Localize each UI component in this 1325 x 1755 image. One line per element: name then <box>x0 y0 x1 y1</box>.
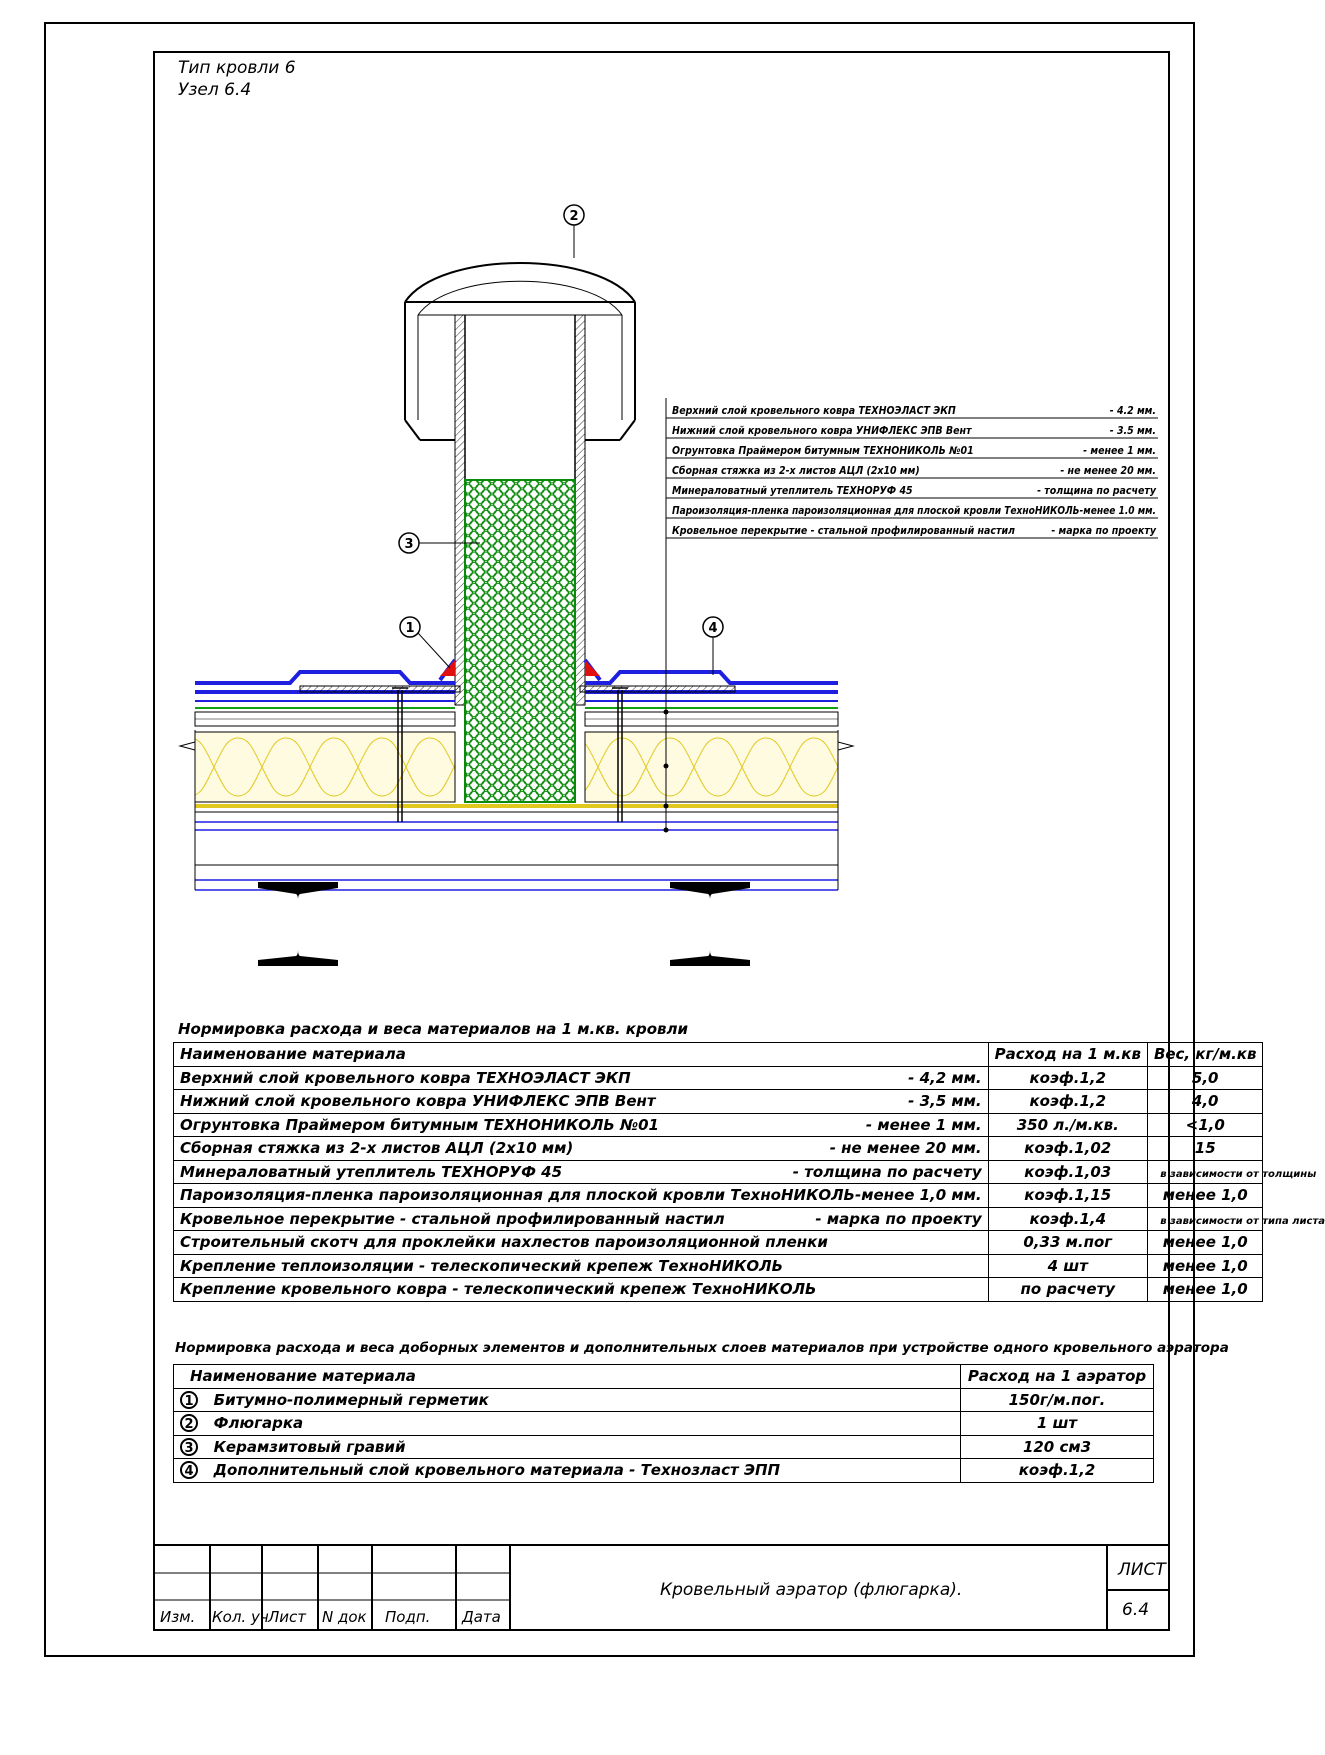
weight: 4,0 <box>1147 1090 1263 1114</box>
rate: по расчету <box>988 1278 1147 1302</box>
table2-title: Нормировка расхода и веса доборных элементов и дополнительных слоев материалов при устройстве одного кровельного аэратора <box>175 1340 1229 1356</box>
stamp-col: Дата <box>462 1608 501 1626</box>
element-name: Битумно-полимерный герметик <box>213 1390 489 1409</box>
material-name: Крепление теплоизоляции - телескопический крепеж ТехноНИКОЛЬ <box>180 1256 784 1275</box>
rate: коэф.1,03 <box>988 1160 1147 1184</box>
header-cell: Расход на 1 м.кв <box>988 1043 1147 1067</box>
material-spec: - толщина по расчету <box>792 1162 982 1181</box>
weight: <1,0 <box>1147 1113 1263 1137</box>
legend-name: Сборная стяжка из 2-х листов АЦЛ (2х10 мм) <box>672 465 920 477</box>
rate: коэф.1,2 <box>961 1459 1154 1483</box>
legend-value: - 4.2 мм. <box>1109 405 1156 417</box>
callout-1: 1 <box>405 621 415 636</box>
legend-value: - не менее 20 мм. <box>1060 465 1156 477</box>
item-number: 3 <box>180 1438 198 1456</box>
material-name: Огрунтовка Праймером битумным ТЕХНОНИКОЛЬ №01 <box>180 1115 659 1134</box>
material-name: Минераловатный утеплитель ТЕХНОРУФ 45 <box>180 1162 563 1181</box>
weight: 15 <box>1147 1137 1263 1161</box>
weight: менее 1,0 <box>1147 1254 1263 1278</box>
element-name: Флюгарка <box>213 1414 304 1433</box>
weight: менее 1,0 <box>1147 1231 1263 1255</box>
rate: коэф.1,2 <box>988 1066 1147 1090</box>
drawing-title: Кровельный аэратор (флюгарка). <box>660 1580 963 1600</box>
sheet-number: 6.4 <box>1122 1600 1150 1620</box>
header-cell: Наименование материала <box>174 1043 989 1067</box>
material-name: Нижний слой кровельного ковра УНИФЛЕКС ЭПВ Вент <box>180 1092 656 1111</box>
rate: 350 л./м.кв. <box>988 1113 1147 1137</box>
rate: коэф.1,15 <box>988 1184 1147 1208</box>
roof-type-label: Тип кровли 6 <box>178 58 296 78</box>
weight: менее 1,0 <box>1147 1184 1263 1208</box>
rate: 1 шт <box>961 1412 1154 1436</box>
legend-value: - марка по проекту <box>1051 525 1156 537</box>
rate: 0,33 м.пог <box>988 1231 1147 1255</box>
callout-3: 3 <box>404 537 414 552</box>
weight: в зависимости от толщины <box>1160 1168 1317 1180</box>
legend-name: Огрунтовка Праймером битумным ТЕХНОНИКОЛЬ №01 <box>672 445 974 457</box>
legend-name: Пароизоляция-пленка пароизоляционная для плоской кровли ТехноНИКОЛЬ-менее 1.0 мм. <box>672 505 1156 517</box>
material-spec: - менее 1 мм. <box>865 1115 982 1134</box>
weight: 5,0 <box>1147 1066 1263 1090</box>
material-spec: - 4,2 мм. <box>908 1068 982 1087</box>
weight: менее 1,0 <box>1147 1278 1263 1302</box>
material-name: Крепление кровельного ковра - телескопический крепеж ТехноНИКОЛЬ <box>180 1280 817 1299</box>
material-name: Строительный скотч для проклейки нахлестов пароизоляционной пленки <box>180 1233 828 1252</box>
legend-name: Верхний слой кровельного ковра ТЕХНОЭЛАСТ ЭКП <box>672 405 956 417</box>
table1-title: Нормировка расхода и веса материалов на 1 м.кв. кровли <box>178 1020 689 1038</box>
legend-value: - толщина по расчету <box>1037 485 1156 497</box>
stamp-col: Кол. уч <box>212 1608 269 1626</box>
item-number: 1 <box>180 1391 198 1409</box>
rate: 120 см3 <box>961 1435 1154 1459</box>
stamp-col: N док <box>322 1608 367 1626</box>
legend-name: Нижний слой кровельного ковра УНИФЛЕКС ЭПВ Вент <box>672 425 972 437</box>
callout-4: 4 <box>708 621 718 636</box>
material-name: Верхний слой кровельного ковра ТЕХНОЭЛАСТ ЭКП <box>180 1068 631 1087</box>
legend-value: - менее 1 мм. <box>1083 445 1156 457</box>
stamp-col: Подп. <box>385 1608 431 1626</box>
callout-2: 2 <box>569 209 579 224</box>
header-cell: Наименование материала <box>174 1365 961 1389</box>
weight: в зависимости от типа листа <box>1160 1215 1325 1227</box>
element-name: Дополнительный слой кровельного материала - Технозласт ЭПП <box>213 1461 781 1480</box>
material-name: Пароизоляция-пленка пароизоляционная для плоской кровли ТехноНИКОЛЬ-менее 1,0 мм. <box>180 1186 982 1205</box>
material-spec: - марка по проекту <box>815 1209 982 1228</box>
header-cell: Расход на 1 аэратор <box>961 1365 1154 1389</box>
element-name: Керамзитовый гравий <box>213 1437 406 1456</box>
stamp-col: Изм. <box>160 1608 196 1626</box>
rate: 4 шт <box>988 1254 1147 1278</box>
rate: коэф.1,2 <box>988 1090 1147 1114</box>
legend-value: - 3.5 мм. <box>1109 425 1156 437</box>
stamp-col: Лист <box>268 1608 307 1626</box>
rate: коэф.1,02 <box>988 1137 1147 1161</box>
header-cell: Вес, кг/м.кв <box>1147 1043 1263 1067</box>
legend-name: Минераловатный утеплитель ТЕХНОРУФ 45 <box>672 485 913 497</box>
node-label: Узел 6.4 <box>178 80 252 100</box>
material-spec: - 3,5 мм. <box>908 1092 982 1111</box>
material-name: Сборная стяжка из 2-х листов АЦЛ (2х10 мм) <box>180 1139 574 1158</box>
sheet-label: ЛИСТ <box>1118 1560 1166 1580</box>
legend-name: Кровельное перекрытие - стальной профилированный настил <box>672 525 1015 537</box>
item-number: 2 <box>180 1414 198 1432</box>
material-spec: - не менее 20 мм. <box>829 1139 982 1158</box>
material-name: Кровельное перекрытие - стальной профилированный настил <box>180 1209 725 1228</box>
item-number: 4 <box>180 1461 198 1479</box>
rate: коэф.1,4 <box>988 1207 1147 1231</box>
rate: 150г/м.пог. <box>961 1388 1154 1412</box>
